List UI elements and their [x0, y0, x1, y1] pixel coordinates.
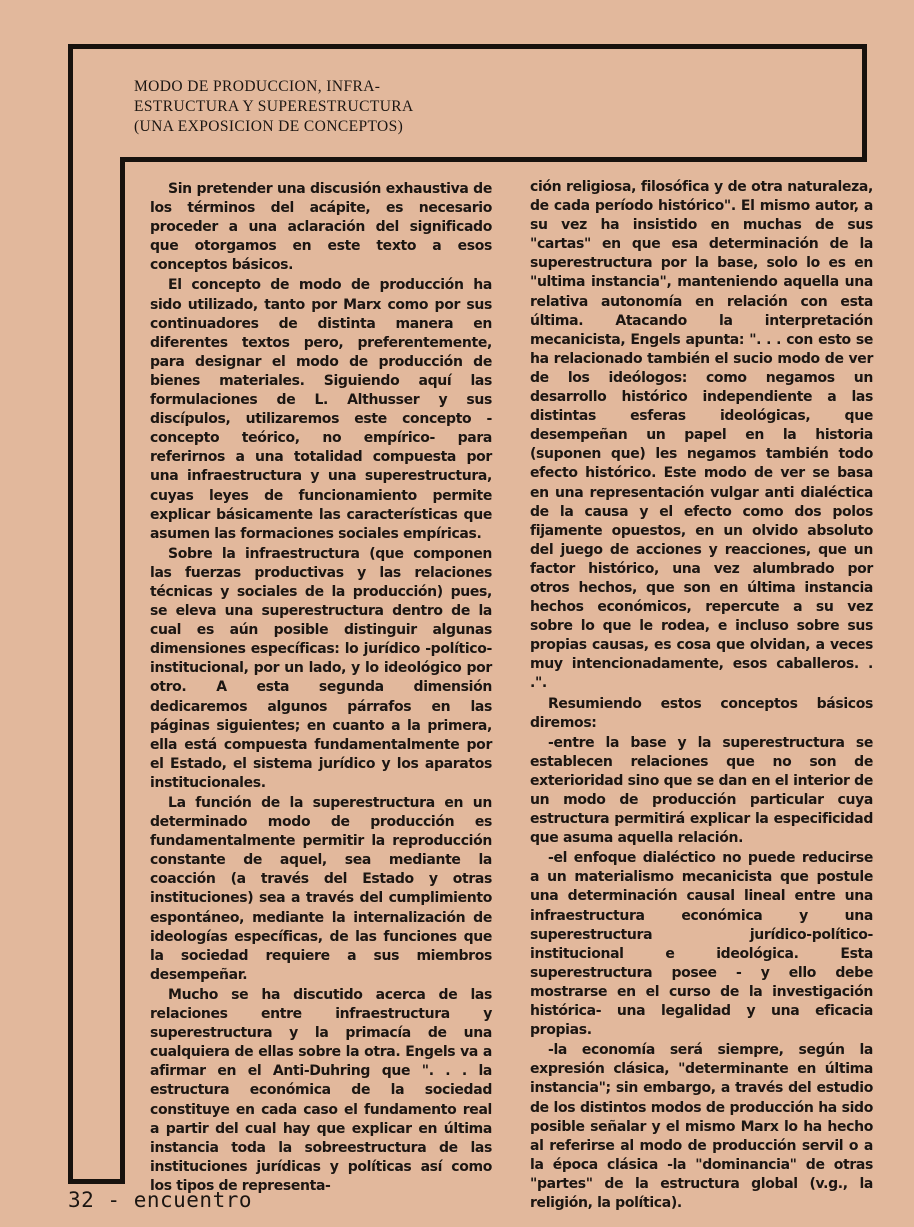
article-title-line: ESTRUCTURA Y SUPERESTRUCTURA	[134, 98, 414, 115]
paragraph: Mucho se ha discutido acerca de las relaciones entre infraestructura y superestructura y la primacía de una cualquiera de ellas sobre la otra. Engels va a afirmar en el Anti-Duhring que ". . . la estructura económica de la sociedad constituye en cada caso el fundamento real a partir del cual hay que explicar en última instancia toda la sobreestructura de las instituciones jurídicas y políticas así como los tipos de representa-	[150, 986, 492, 1194]
paragraph: Resumiendo estos conceptos básicos diremos:	[530, 695, 873, 731]
page-footer: 32 - encuentro	[68, 1188, 253, 1212]
paragraph: Sobre la infraestructura (que componen las fuerzas productivas y las relaciones técnicas y sociales de la producción) pues, se eleva una superestructura dentro de la cual es aún posible distinguir algunas dimensiones específicas: lo jurídico -político- institucional, por un lado, y lo ideológico por otro. A esta segunda dimensión dedicaremos algunos párrafos en las páginas siguientes; en cuanto a la primera, ella está compuesta fundamentalmente por el Estado, el sistema jurídico y los aparatos institucionales.	[150, 545, 492, 791]
frame-right-rule	[862, 44, 867, 162]
frame-outer-left-rule	[68, 44, 73, 1184]
paragraph: -entre la base y la superestructura se establecen relaciones que no son de exterioridad sino que se dan en el interior de un modo de producción particular cuya estructura permitirá explicar la especificidad que asuma aquella relación.	[530, 734, 873, 847]
frame-title-separator-rule	[120, 157, 867, 162]
paragraph: ción religiosa, filosófica y de otra naturaleza, de cada período histórico". El mismo autor, a su vez ha insistido en muchas de sus "cartas" en que esa determinación de la superestructura por la base, solo lo es en "ultima instancia", manteniendo aquella una relativa autonomía en relación con esta última. Atacando la interpretación mecanicista, Engels apunta: ". . . con esto se ha relacionado también el sucio modo de ver de los ideólogos: como negamos un desarrollo histórico independiente a las distintas esferas ideológicas, que desempeñan un papel en la historia (suponen que) les negamos también todo efecto histórico. Este modo de ver se basa en una representación vulgar anti dialéctica de la causa y el efecto como dos polos fijamente opuestos, en un olvido absoluto del juego de acciones y reacciones, que un factor histórico, una vez alumbrado por otros hechos, que son en última instancia hechos económicos, repercute a su vez sobre lo que le rodea, e incluso sobre sus propias causas, es cosa que olvidan, a veces muy intencionadamente, esos caballeros. . .".	[530, 179, 873, 692]
frame-top-rule	[68, 44, 867, 49]
paragraph: La función de la superestructura en un determinado modo de producción es fundamentalmente permitir la reproducción constante de aquel, sea mediante la coacción (a través del Estado y otras instituciones) sea a través del cumplimiento espontáneo, mediante la internalización de ideologías específicas, de las funciones que la sociedad requiere a sus miembros desempeñar.	[150, 795, 492, 983]
article-title-line: MODO DE PRODUCCION, INFRA-	[134, 78, 381, 95]
article-title	[134, 77, 594, 137]
paragraph: El concepto de modo de producción ha sido utilizado, tanto por Marx como por sus continuadores de distinta manera en diferentes textos pero, preferentemente, para designar el modo de producción de bienes materiales. Siguiendo aquí las formulaciones de L. Althusser y sus discípulos, utilizaremos este concepto -concepto teórico, no empírico- para referirnos a una totalidad compuesta por una infraestructura y una superestructura, cuyas leyes de funcionamiento permite explicar básicamente las características que asumen las formaciones sociales empíricas.	[150, 277, 492, 542]
paragraph: -la economía será siempre, según la expresión clásica, "determinante en última instancia"; sin embargo, a través del estudio de los distintos modos de producción ha sido posible señalar y el mismo Marx lo ha hecho al referirse al modo de producción servil o a la época clásica -la "dominancia" de otras "partes" de la estructura global (v.g., la religión, la política).	[530, 1042, 873, 1211]
left-text-column	[150, 180, 492, 1196]
paragraph: -el enfoque dialéctico no puede reducirse a un materialismo mecanicista que postule una determinación causal lineal entre una infraestructura económica y una superestructura jurídico-político-institucional e ideológica. Esta superestructura posee - y ello debe mostrarse en el curso de la investigación histórica- una legalidad y una eficacia propias.	[530, 850, 873, 1039]
frame-inner-left-rule	[120, 157, 125, 1184]
article-title-line: (UNA EXPOSICION DE CONCEPTOS)	[134, 118, 404, 135]
right-text-column	[530, 178, 873, 1213]
paragraph: Sin pretender una discusión exhaustiva de los términos del acápite, es necesario proceder a una aclaración del significado que otorgamos en este texto a esos conceptos básicos.	[150, 181, 492, 274]
frame-bottom-rule	[68, 1179, 125, 1184]
